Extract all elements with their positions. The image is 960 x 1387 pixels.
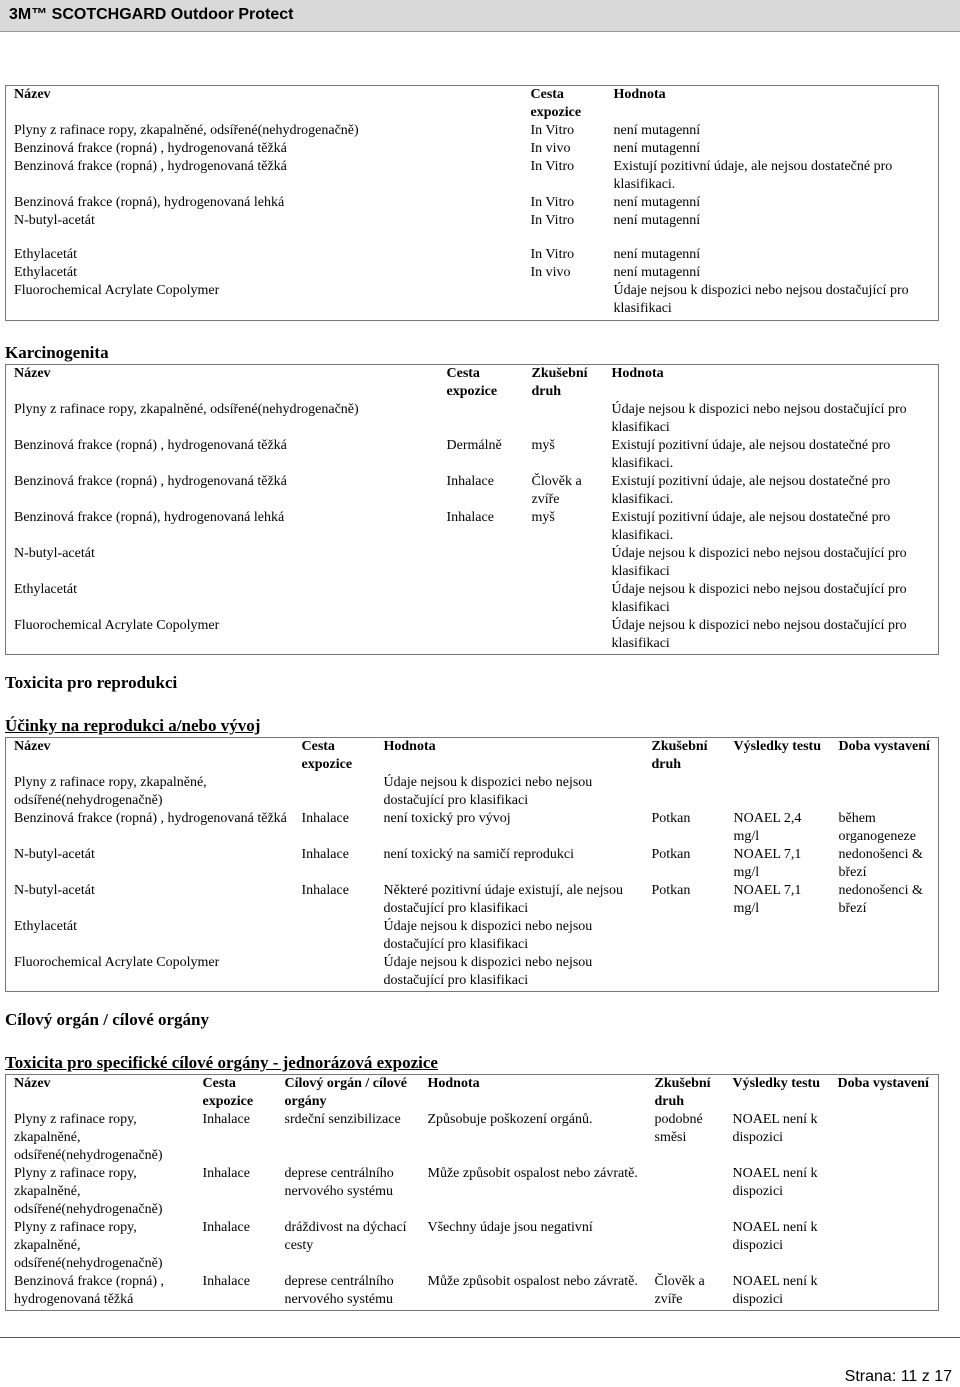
cell-value: není mutagenní [613, 141, 701, 156]
cell-route: Inhalace [301, 883, 349, 898]
section-subtitle-target-organs: Toxicita pro specifické cílové orgány - jednorázová expozice [5, 1053, 438, 1072]
cell-value: není toxický na samičí reprodukci [383, 847, 574, 862]
cell-route: Inhalace [202, 1112, 250, 1127]
cell-value: není toxický pro vývoj [383, 811, 511, 826]
cell-name: Benzinová frakce (ropná) , hydrogenovaná těžká [14, 1274, 165, 1307]
header-organ: Cílový orgán / cílové orgány [284, 1076, 407, 1109]
cell-duration [831, 954, 939, 992]
cell-species [524, 581, 604, 617]
cell-name: Benzinová frakce (ropná) , hydrogenovaná těžká [14, 811, 287, 826]
cell-species [524, 545, 604, 581]
cell-name: Plyny z rafinace ropy, zkapalněné, odsířené(nehydrogenačně) [14, 123, 359, 138]
table-row [6, 282, 939, 321]
cell-organ: srdeční senzibilizace [284, 1112, 401, 1127]
cell-species: myš [531, 438, 555, 453]
cell-duration [831, 918, 939, 954]
cell-value: Existují pozitivní údaje, ale nejsou dostatečné pro klasifikaci. [611, 438, 891, 471]
target-organ-table [5, 1074, 939, 1311]
cell-organ: deprese centrálního nervového systému [284, 1274, 394, 1307]
table-row [6, 473, 939, 509]
table-row [6, 617, 939, 655]
cell-route: Inhalace [446, 510, 494, 525]
cell-organ: deprese centrálního nervového systému [284, 1166, 394, 1199]
page-number: Strana: 11 z 17 [844, 1368, 952, 1385]
cell-route: Inhalace [301, 847, 349, 862]
cell-route: Inhalace [202, 1166, 250, 1181]
table-row [6, 509, 939, 545]
table-row [6, 918, 939, 954]
cell-duration [830, 1165, 939, 1219]
cell-species [644, 918, 726, 954]
cell-species [524, 401, 604, 437]
header-species: Zkušební druh [531, 366, 588, 399]
cell-value: Existují pozitivní údaje, ale nejsou dostatečné pro klasifikaci. [613, 159, 893, 192]
cell-route: In Vitro [530, 195, 575, 210]
cell-route [294, 954, 376, 992]
cell-results: NOAEL není k dispozici [732, 1112, 818, 1145]
table-header-row [6, 1075, 939, 1112]
mutagenicity-table [5, 85, 939, 321]
cell-route: In Vitro [530, 123, 575, 138]
cell-name: Fluorochemical Acrylate Copolymer [14, 955, 220, 970]
header-species: Zkušební druh [651, 739, 708, 772]
cell-route [439, 581, 524, 617]
header-route: Cesta expozice [301, 739, 353, 772]
table-row [6, 1219, 939, 1273]
cell-results: NOAEL 7,1 mg/l [733, 883, 802, 916]
cell-name: Ethylacetát [14, 247, 77, 262]
cell-species [644, 954, 726, 992]
header-value: Hodnota [611, 366, 664, 381]
header-name: Název [14, 739, 51, 754]
cell-name: Benzinová frakce (ropná) , hydrogenovaná těžká [14, 159, 287, 174]
header-duration: Doba vystavení [837, 1076, 929, 1091]
cell-species: Potkan [651, 883, 691, 898]
cell-value: Údaje nejsou k dispozici nebo nejsou dostačující pro klasifikaci [613, 283, 909, 316]
cell-value: není mutagenní [613, 213, 701, 228]
cell-value: Údaje nejsou k dispozici nebo nejsou dostačující pro klasifikaci [611, 402, 907, 435]
table-row [6, 1165, 939, 1219]
cell-value: Údaje nejsou k dispozici nebo nejsou dostačující pro klasifikaci [383, 775, 593, 808]
cell-name: Benzinová frakce (ropná), hydrogenovaná lehká [14, 510, 285, 525]
header-results: Výsledky testu [732, 1076, 821, 1091]
cell-results: NOAEL není k dispozici [732, 1274, 818, 1307]
section-title-reproduction: Toxicita pro reprodukci [5, 673, 178, 692]
cell-value: Může způsobit ospalost nebo závratě. [427, 1166, 638, 1181]
cell-results: NOAEL 2,4 mg/l [733, 811, 802, 844]
cell-route [439, 617, 524, 655]
cell-duration [831, 774, 939, 810]
footer-divider [0, 1337, 960, 1338]
cell-name: Benzinová frakce (ropná) , hydrogenovaná těžká [14, 474, 287, 489]
table-row [6, 810, 939, 846]
cell-value: Existují pozitivní údaje, ale nejsou dostatečné pro klasifikaci. [611, 474, 891, 507]
cell-name: Fluorochemical Acrylate Copolymer [14, 283, 220, 298]
header-name: Název [14, 1076, 51, 1091]
table-row [6, 401, 939, 437]
table-row [6, 882, 939, 918]
cell-name: Plyny z rafinace ropy, zkapalněné, odsířené(nehydrogenačně) [14, 1112, 163, 1163]
reproduction-table [5, 737, 939, 992]
table-row [6, 545, 939, 581]
cell-value: není mutagenní [613, 265, 701, 280]
cell-name: Benzinová frakce (ropná) , hydrogenovaná těžká [14, 141, 287, 156]
table-row [6, 846, 939, 882]
cell-name: Fluorochemical Acrylate Copolymer [14, 618, 220, 633]
cell-duration [830, 1111, 939, 1165]
header-name: Název [14, 87, 51, 102]
header-route: Cesta expozice [530, 87, 582, 120]
cell-results [726, 774, 831, 810]
cell-results: NOAEL není k dispozici [732, 1220, 818, 1253]
cell-route: Inhalace [446, 474, 494, 489]
cell-route [523, 282, 606, 321]
cell-route: Dermálně [446, 438, 502, 453]
cell-name: Benzinová frakce (ropná) , hydrogenovaná těžká [14, 438, 287, 453]
cell-results: NOAEL 7,1 mg/l [733, 847, 802, 880]
cell-route [439, 545, 524, 581]
cell-duration: nedonošenci & březí [838, 847, 923, 880]
header-duration: Doba vystavení [838, 739, 930, 754]
header-results: Výsledky testu [733, 739, 822, 754]
cell-route: Inhalace [202, 1274, 250, 1289]
cell-name: Benzinová frakce (ropná), hydrogenovaná lehká [14, 195, 285, 210]
cell-species: podobné směsi [654, 1112, 703, 1145]
header-species: Zkušební druh [654, 1076, 711, 1109]
cell-name: Plyny z rafinace ropy, zkapalněné, odsířené(nehydrogenačně) [14, 402, 359, 417]
cell-duration: nedonošenci & březí [838, 883, 923, 916]
table-header-row [6, 365, 939, 402]
cell-duration [830, 1273, 939, 1311]
document-header [0, 0, 960, 32]
cell-name: N-butyl-acetát [14, 883, 95, 898]
cell-name: Ethylacetát [14, 265, 77, 280]
cell-name: Plyny z rafinace ropy, zkapalněné, odsířené(nehydrogenačně) [14, 1166, 163, 1217]
cell-route: In vivo [530, 141, 571, 156]
section-title-carcinogenicity: Karcinogenita [5, 343, 109, 362]
cell-value: Údaje nejsou k dispozici nebo nejsou dostačující pro klasifikaci [383, 919, 593, 952]
cell-value: Údaje nejsou k dispozici nebo nejsou dostačující pro klasifikaci [383, 955, 593, 988]
cell-value: Údaje nejsou k dispozici nebo nejsou dostačující pro klasifikaci [611, 618, 907, 651]
header-route: Cesta expozice [202, 1076, 254, 1109]
table-row [6, 194, 939, 212]
cell-route [294, 774, 376, 810]
cell-value: Všechny údaje jsou negativní [427, 1220, 593, 1235]
cell-value: není mutagenní [613, 195, 701, 210]
table-row [6, 581, 939, 617]
cell-value: Může způsobit ospalost nebo závratě. [427, 1274, 638, 1289]
cell-route: In vivo [530, 265, 571, 280]
cell-results [726, 918, 831, 954]
cell-duration [830, 1219, 939, 1273]
cell-species: myš [531, 510, 555, 525]
table-row [6, 140, 939, 158]
cell-species: Potkan [651, 847, 691, 862]
cell-value: Způsobuje poškození orgánů. [427, 1112, 593, 1127]
cell-value: není mutagenní [613, 247, 701, 262]
cell-name: N-butyl-acetát [14, 546, 95, 561]
cell-value: Údaje nejsou k dispozici nebo nejsou dostačující pro klasifikaci [611, 546, 907, 579]
cell-results [726, 954, 831, 992]
cell-species [524, 617, 604, 655]
table-header-row [6, 86, 939, 123]
cell-results: NOAEL není k dispozici [732, 1166, 818, 1199]
table-row [6, 774, 939, 810]
table-row [6, 212, 939, 230]
table-row [6, 158, 939, 194]
cell-route: Inhalace [202, 1220, 250, 1235]
cell-organ: dráždivost na dýchací cesty [284, 1220, 407, 1253]
cell-name: N-butyl-acetát [14, 213, 95, 228]
cell-route: In Vitro [530, 159, 575, 174]
table-row [6, 246, 939, 264]
cell-species: Člověk a zvíře [531, 474, 582, 507]
header-value: Hodnota [427, 1076, 480, 1091]
header-value: Hodnota [613, 87, 666, 102]
cell-route: In Vitro [530, 247, 575, 262]
cell-species [647, 1219, 725, 1273]
cell-species: Člověk a zvíře [654, 1274, 705, 1307]
cell-value: Některé pozitivní údaje existují, ale nejsou dostačující pro klasifikaci [383, 883, 623, 916]
table-row [6, 437, 939, 473]
cell-name: Plyny z rafinace ropy, zkapalněné, odsířené(nehydrogenačně) [14, 1220, 163, 1271]
cell-species [647, 1165, 725, 1219]
cell-name: Plyny z rafinace ropy, zkapalněné, odsířené(nehydrogenačně) [14, 775, 207, 808]
table-row [6, 1273, 939, 1311]
table-row [6, 1111, 939, 1165]
table-row [6, 954, 939, 992]
section-subtitle-reproduction: Účinky na reprodukci a/nebo vývoj [5, 716, 261, 735]
cell-species: Potkan [651, 811, 691, 826]
cell-route: In Vitro [530, 213, 575, 228]
document-title: 3M™ SCOTCHGARD Outdoor Protect [9, 6, 294, 23]
table-header-row [6, 738, 939, 775]
table-row [6, 122, 939, 140]
spacer-row [6, 230, 939, 246]
cell-species [644, 774, 726, 810]
cell-route [439, 401, 524, 437]
cell-route [294, 918, 376, 954]
cell-name: Ethylacetát [14, 582, 77, 597]
header-name: Název [14, 366, 51, 381]
header-route: Cesta expozice [446, 366, 498, 399]
carcinogenicity-table [5, 364, 939, 655]
cell-name: N-butyl-acetát [14, 847, 95, 862]
cell-value: Existují pozitivní údaje, ale nejsou dostatečné pro klasifikaci. [611, 510, 891, 543]
cell-value: Údaje nejsou k dispozici nebo nejsou dostačující pro klasifikaci [611, 582, 907, 615]
cell-name: Ethylacetát [14, 919, 77, 934]
cell-route: Inhalace [301, 811, 349, 826]
table-row [6, 264, 939, 282]
section-title-target-organs: Cílový orgán / cílové orgány [5, 1010, 209, 1029]
header-value: Hodnota [383, 739, 436, 754]
cell-value: není mutagenní [613, 123, 701, 138]
cell-duration: během organogeneze [838, 811, 916, 844]
